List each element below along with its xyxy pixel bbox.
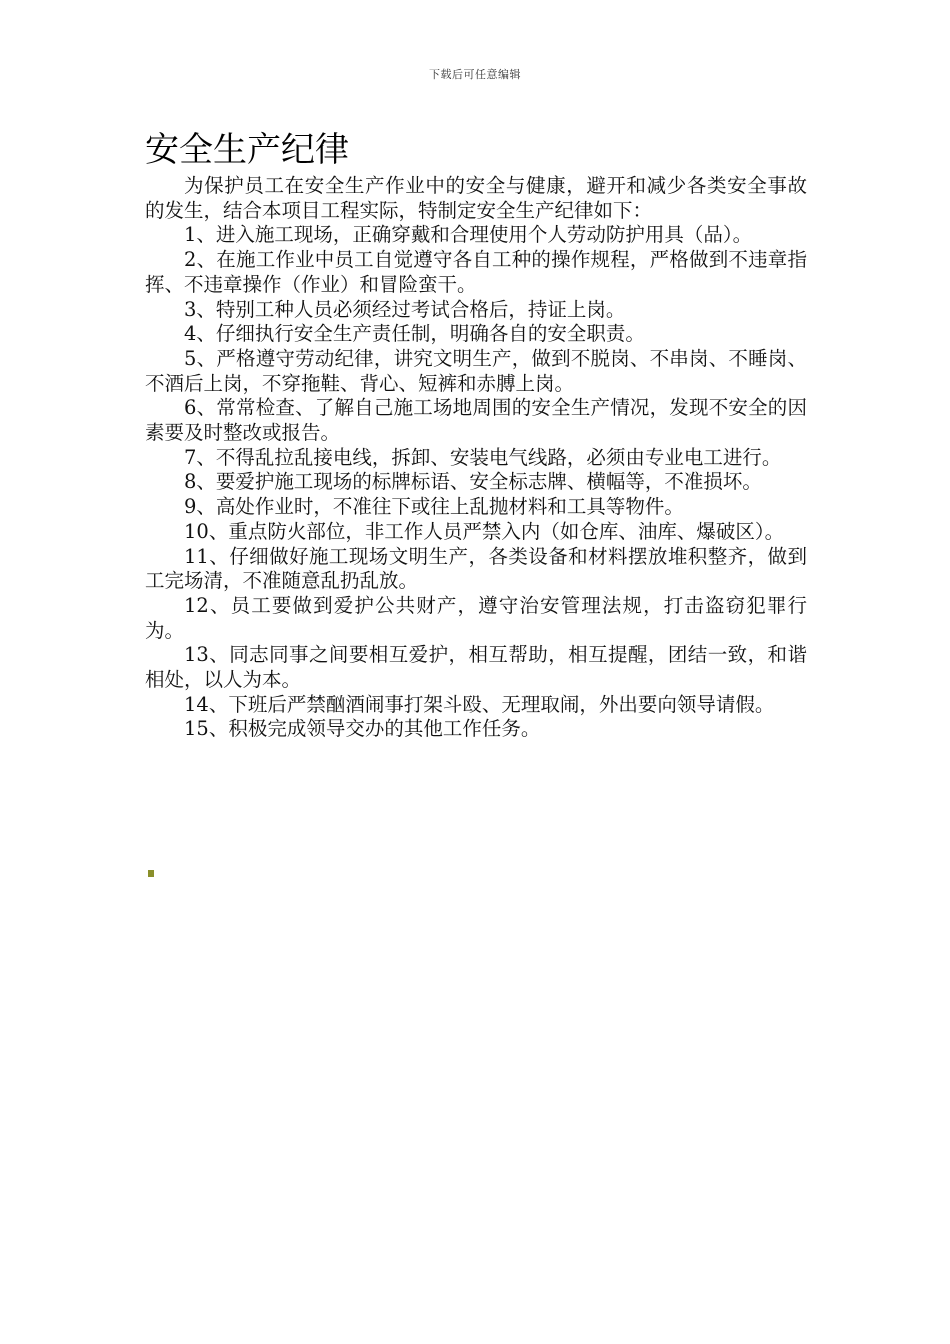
rule-item-12: 12、员工要做到爱护公共财产，遵守治安管理法规，打击盗窃犯罪行为。 (145, 593, 807, 642)
intro-paragraph: 为保护员工在安全生产作业中的安全与健康，避开和减少各类安全事故的发生，结合本项目工程实际，特制定安全生产纪律如下： (145, 174, 807, 222)
header-note: 下载后可任意编辑 (429, 68, 521, 81)
rule-item-4: 4、仔细执行安全生产责任制，明确各自的安全职责。 (184, 322, 645, 346)
rule-item-8: 8、要爱护施工现场的标牌标语、安全标志牌、横幅等，不准损坏。 (184, 470, 762, 494)
rule-item-2: 2、在施工作业中员工自觉遵守各自工种的操作规程，严格做到不违章指挥、不违章操作（作业）和冒险蛮干。 (145, 248, 807, 296)
rule-item-10: 10、重点防火部位，非工作人员严禁入内（如仓库、油库、爆破区）。 (184, 519, 785, 543)
rule-item-5: 5、严格遵守劳动纪律，讲究文明生产，做到不脱岗、不串岗、不睡岗、不酒后上岗，不穿拖鞋、背心、短裤和赤膊上岗。 (145, 346, 807, 395)
rule-item-7: 7、不得乱拉乱接电线，拆卸、安装电气线路，必须由专业电工进行。 (184, 445, 782, 469)
rule-item-14: 14、下班后严禁酗酒闹事打架斗殴、无理取闹，外出要向领导请假。 (184, 692, 775, 716)
document-body (145, 174, 807, 742)
rule-item-1: 1、进入施工现场，正确穿戴和合理使用个人劳动防护用具（品）。 (184, 223, 753, 247)
rule-item-13: 13、同志同事之间要相互爱护，相互帮助，相互提醒，团结一致，和谐相处，以人为本。 (145, 643, 807, 692)
rule-item-6: 6、常常检查、了解自己施工场地周围的安全生产情况，发现不安全的因素要及时整改或报告。 (145, 396, 807, 445)
rule-item-9: 9、高处作业时，不准往下或往上乱抛材料和工具等物件。 (184, 495, 684, 519)
rule-item-15: 15、积极完成领导交办的其他工作任务。 (184, 717, 541, 741)
end-of-text-marker (148, 870, 154, 877)
document-title: 安全生产纪律 (145, 130, 349, 170)
rule-item-3: 3、特别工种人员必须经过考试合格后，持证上岗。 (184, 297, 626, 321)
rule-item-11: 11、仔细做好施工现场文明生产，各类设备和材料摆放堆积整齐，做到工完场清，不准随意乱扔乱放。 (145, 544, 807, 593)
